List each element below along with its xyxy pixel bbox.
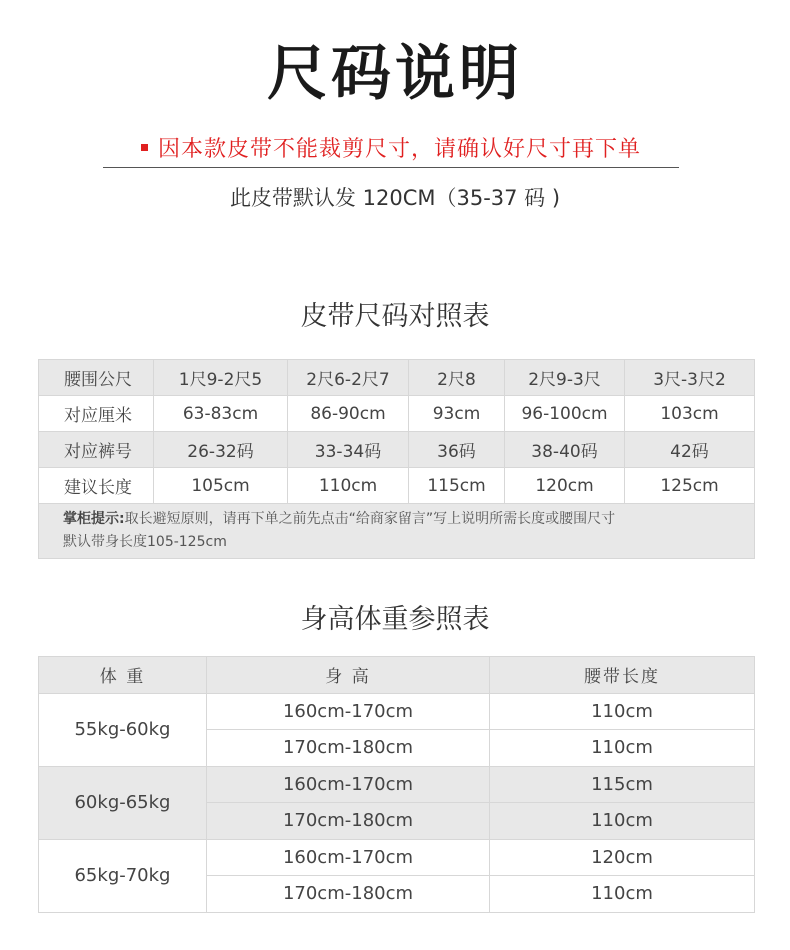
tip-default-length: 默认带身长度105-125cm xyxy=(63,534,227,550)
cut-warning-notice xyxy=(103,128,679,168)
table-row xyxy=(39,468,755,504)
row-label: 腰围公尺 xyxy=(39,360,154,396)
table-cell: 93cm xyxy=(409,396,505,432)
table-cell: 125cm xyxy=(625,468,755,504)
table-cell: 96-100cm xyxy=(505,396,625,432)
height-cell: 170cm-180cm xyxy=(207,876,490,913)
length-cell: 110cm xyxy=(490,876,755,913)
table-header-row xyxy=(39,657,755,694)
red-square-bullet-icon xyxy=(141,144,148,151)
row-label: 建议长度 xyxy=(39,468,154,504)
weight-cell: 65kg-70kg xyxy=(39,839,207,912)
height-weight-table xyxy=(38,656,755,913)
row-label: 对应裤号 xyxy=(39,432,154,468)
table-cell: 2尺6-2尺7 xyxy=(288,360,409,396)
weight-cell: 60kg-65kg xyxy=(39,766,207,839)
belt-size-table xyxy=(38,359,755,559)
height-cell: 160cm-170cm xyxy=(207,839,490,876)
height-cell: 170cm-180cm xyxy=(207,730,490,767)
height-cell: 160cm-170cm xyxy=(207,766,490,803)
tip-label: 掌柜提示: xyxy=(63,511,125,527)
table-cell: 86-90cm xyxy=(288,396,409,432)
table-cell: 120cm xyxy=(505,468,625,504)
table-cell: 105cm xyxy=(154,468,288,504)
table-cell: 26-32码 xyxy=(154,432,288,468)
table-row xyxy=(39,693,755,730)
row-label: 对应厘米 xyxy=(39,396,154,432)
table-cell: 1尺9-2尺5 xyxy=(154,360,288,396)
table-cell: 63-83cm xyxy=(154,396,288,432)
table-row xyxy=(39,432,755,468)
table-cell: 33-34码 xyxy=(288,432,409,468)
header-weight: 体 重 xyxy=(39,657,207,694)
table-row xyxy=(39,839,755,876)
length-cell: 120cm xyxy=(490,839,755,876)
length-cell: 110cm xyxy=(490,693,755,730)
table-cell: 38-40码 xyxy=(505,432,625,468)
tip-text: 取长避短原则，请再下单之前先点击“给商家留言”写上说明所需长度或腰围尺寸 xyxy=(124,511,616,527)
table-cell: 115cm xyxy=(409,468,505,504)
tip-row xyxy=(39,504,755,559)
table-cell: 2尺9-3尺 xyxy=(505,360,625,396)
table-cell: 2尺8 xyxy=(409,360,505,396)
length-cell: 110cm xyxy=(490,730,755,767)
default-size-text: 此皮带默认发 120CM（35-37 码 ) xyxy=(229,186,561,210)
table-cell: 110cm xyxy=(288,468,409,504)
table-cell: 36码 xyxy=(409,432,505,468)
header-height: 身 高 xyxy=(207,657,490,694)
shopkeeper-tip xyxy=(39,504,755,559)
height-weight-table-title: 身高体重参照表 xyxy=(300,604,490,635)
size-table-title: 皮带尺码对照表 xyxy=(300,301,490,332)
table-cell: 42码 xyxy=(625,432,755,468)
table-cell: 3尺-3尺2 xyxy=(625,360,755,396)
page-title: 尺码说明 xyxy=(267,39,523,109)
table-cell: 103cm xyxy=(625,396,755,432)
height-cell: 170cm-180cm xyxy=(207,803,490,840)
weight-cell: 55kg-60kg xyxy=(39,693,207,766)
height-cell: 160cm-170cm xyxy=(207,693,490,730)
header-belt-length: 腰带长度 xyxy=(490,657,755,694)
table-row xyxy=(39,396,755,432)
cut-warning-text: 因本款皮带不能裁剪尺寸，请确认好尺寸再下单 xyxy=(157,137,641,162)
length-cell: 110cm xyxy=(490,803,755,840)
length-cell: 115cm xyxy=(490,766,755,803)
table-row xyxy=(39,766,755,803)
table-row xyxy=(39,360,755,396)
